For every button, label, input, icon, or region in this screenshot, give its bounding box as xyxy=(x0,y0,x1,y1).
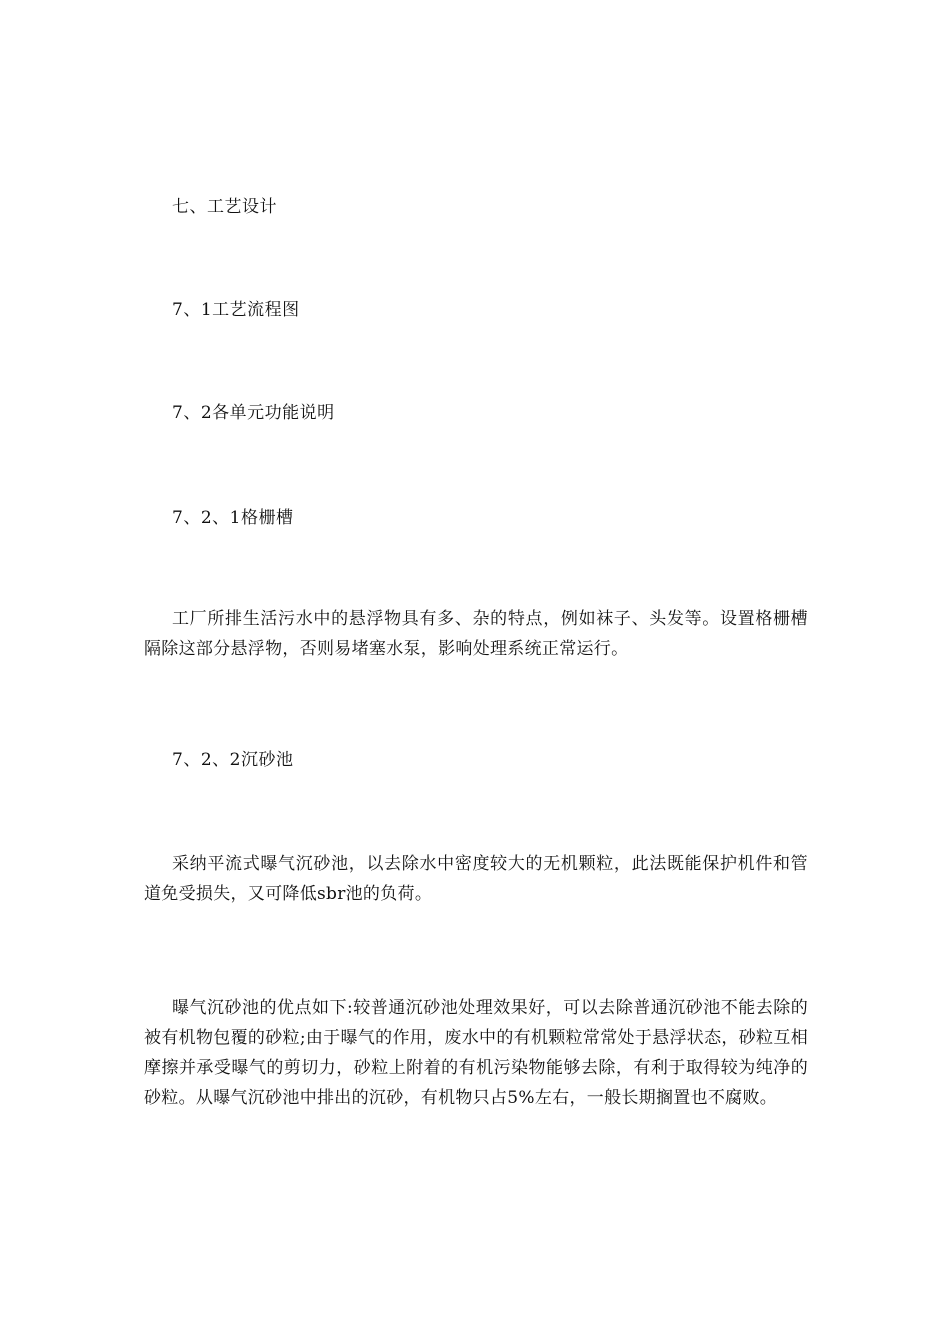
paragraph-grille: 工厂所排生活污水中的悬浮物具有多、杂的特点，例如袜子、头发等。设置格栅槽隔除这部分悬浮物，否则易堵塞水泵，影响处理系统正常运行。 xyxy=(144,609,808,659)
heading-7-1: 7、1工艺流程图 xyxy=(172,300,300,320)
heading-7-2-1: 7、2、1格栅槽 xyxy=(172,508,294,528)
section-title: 七、工艺设计 xyxy=(172,197,277,217)
paragraph-grit-chamber-intro: 采纳平流式曝气沉砂池，以去除水中密度较大的无机颗粒，此法既能保护机件和管道免受损失，又可降低sbr池的负荷。 xyxy=(144,854,808,904)
heading-7-2: 7、2各单元功能说明 xyxy=(172,403,335,423)
heading-7-2-2: 7、2、2沉砂池 xyxy=(172,750,294,770)
paragraph-grit-chamber-advantages: 曝气沉砂池的优点如下:较普通沉砂池处理效果好，可以去除普通沉砂池不能去除的被有机物包覆的砂粒;由于曝气的作用，废水中的有机颗粒常常处于悬浮状态，砂粒互相摩擦并承受曝气的剪切力，砂粒上附着的有机污染物能够去除，有利于取得较为纯净的砂粒。从曝气沉砂池中排出的沉砂，有机物只占5%左右，一般长期搁置也不腐败。 xyxy=(144,998,808,1108)
